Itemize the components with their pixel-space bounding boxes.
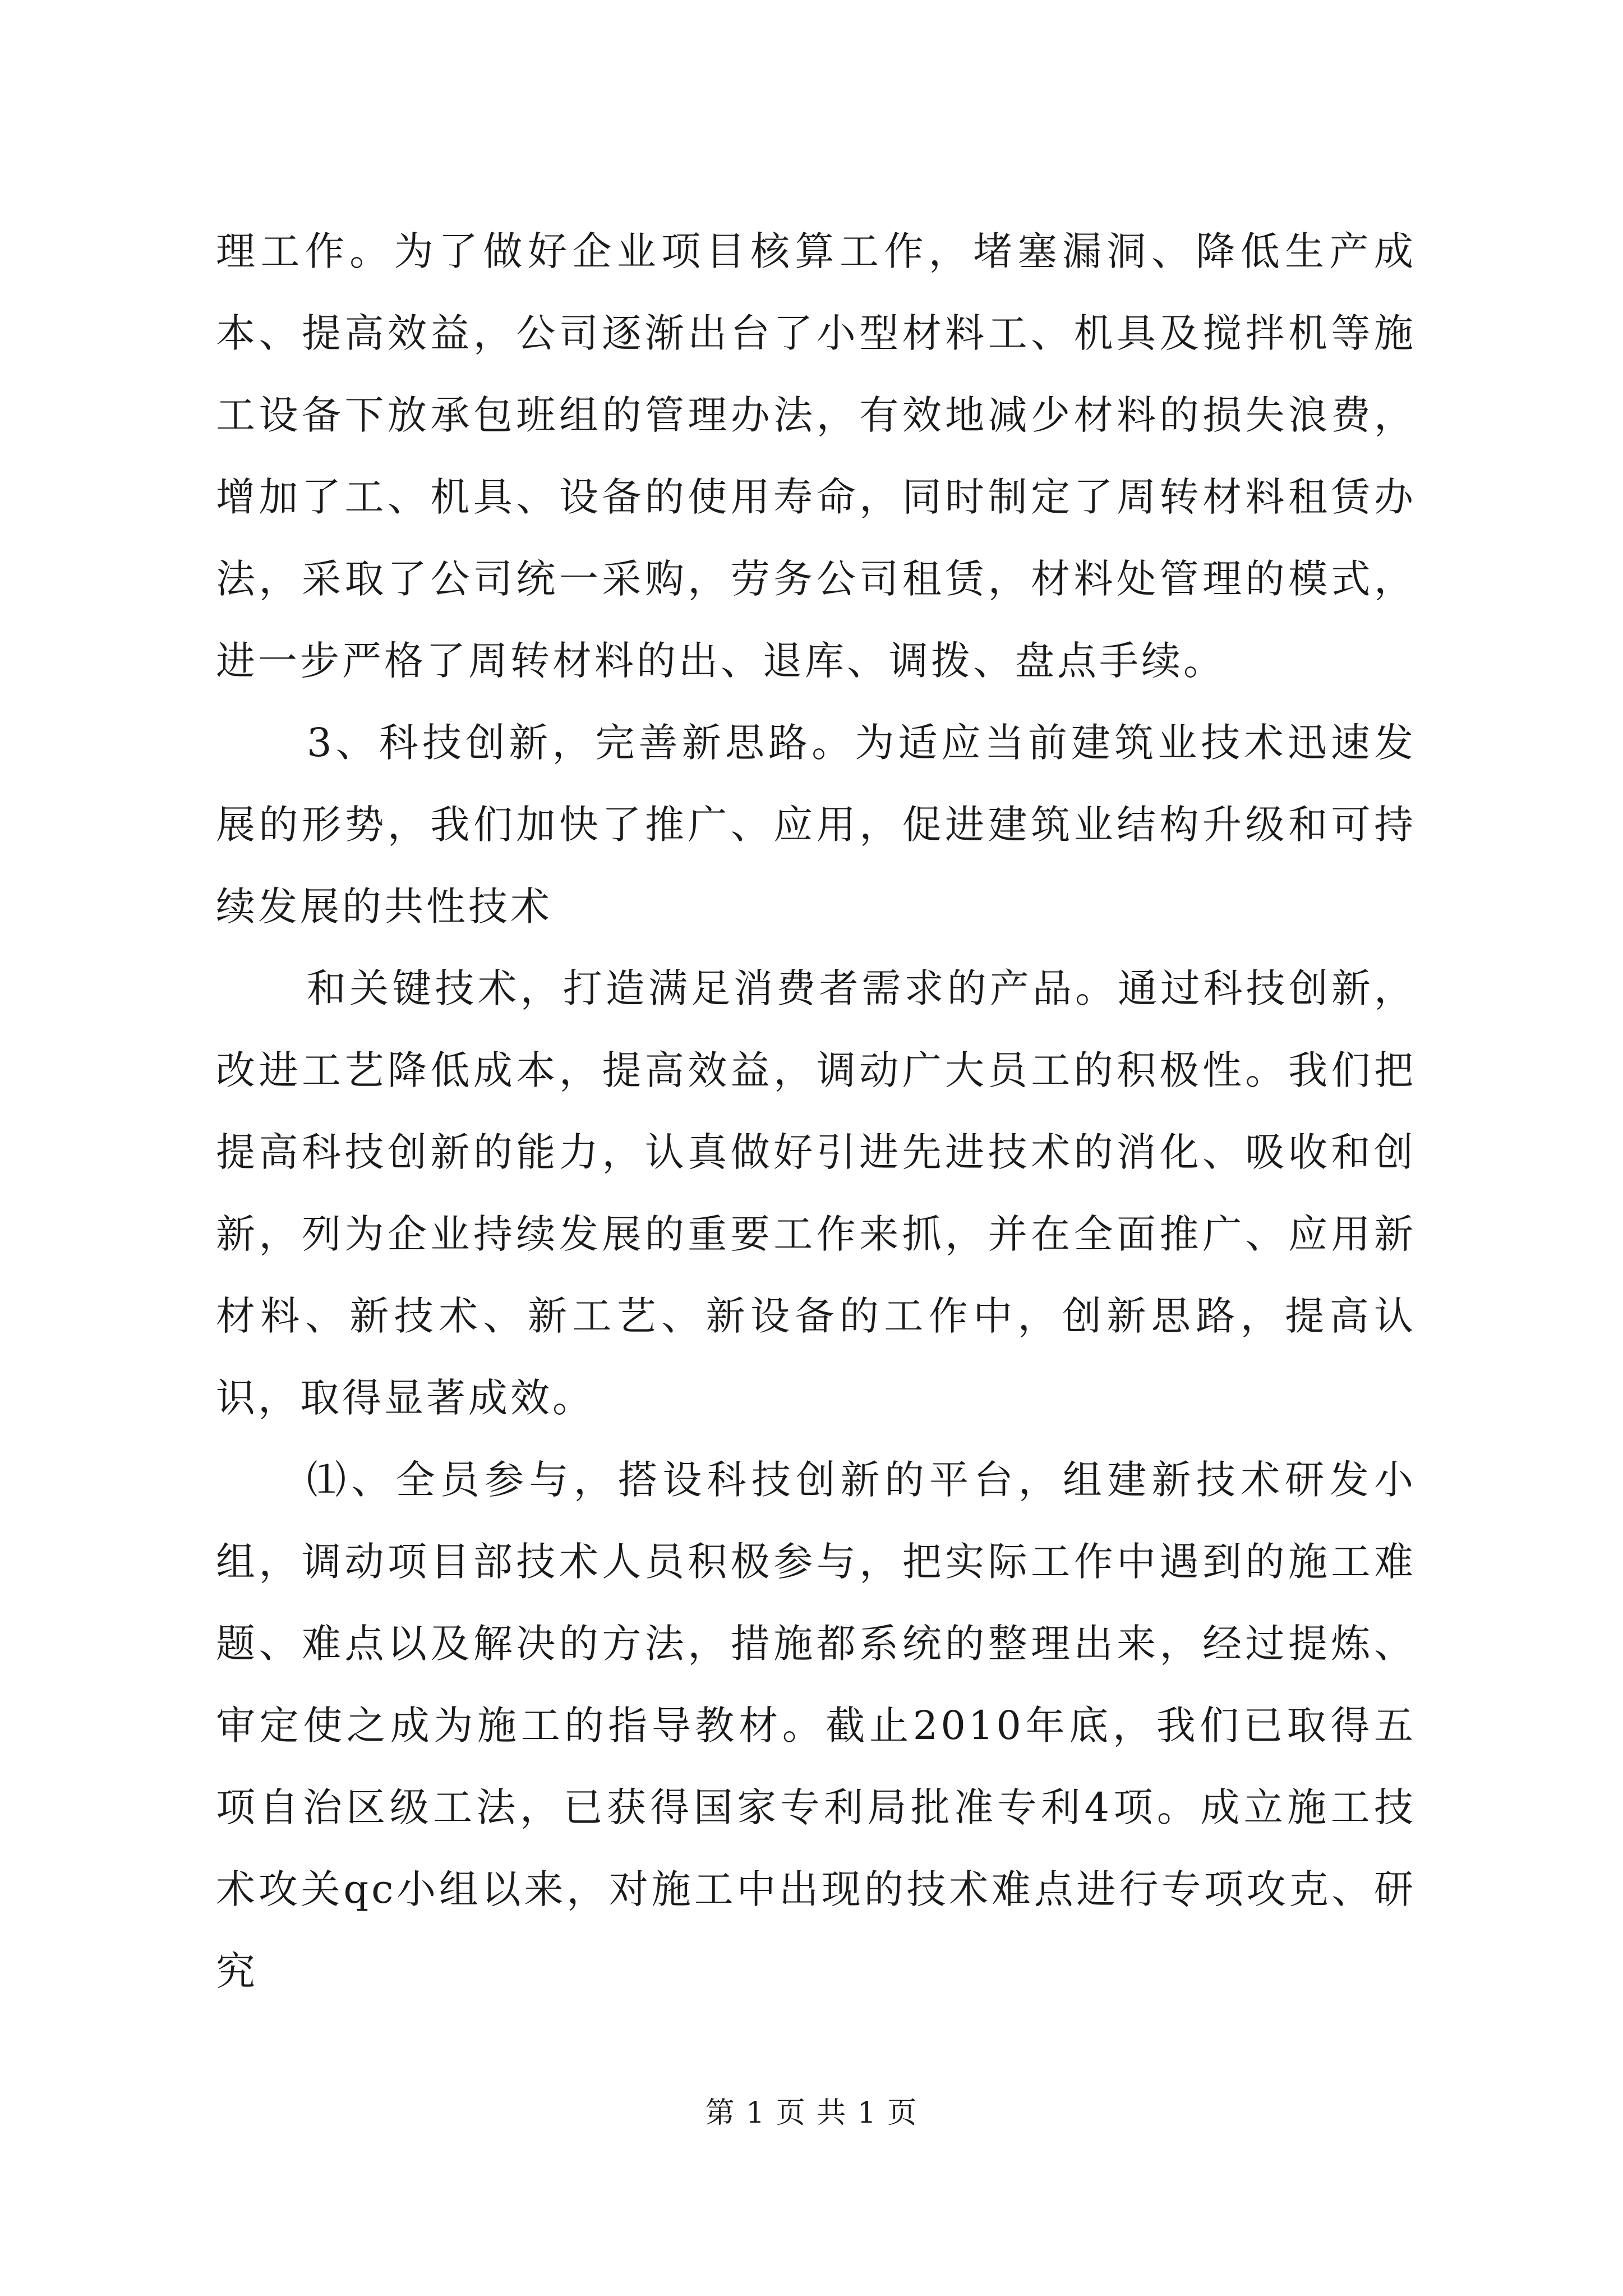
paragraph-3: 和关键技术，打造满足消费者需求的产品。通过科技创新，改进工艺降低成本，提高效益，调动广大员工的积极性。我们把提高科技创新的能力，认真做好引进先进技术的消化、吸收和创新，列为企业持续发展的重要工作来抓，并在全面推广、应用新材料、新技术、新工艺、新设备的工作中，创新思路，提高认识，取得显著成效。: [216, 965, 1416, 1421]
document-body: [216, 210, 1416, 2012]
paragraph-1: 理工作。为了做好企业项目核算工作，堵塞漏洞、降低生产成本、提高效益，公司逐渐出台了小型材料工、机具及搅拌机等施工设备下放承包班组的管理办法，有效地减少材料的损失浪费，增加了工、机具、设备的使用寿命，同时制定了周转材料租赁办法，采取了公司统一采购，劳务公司租赁，材料处管理的模式，进一步严格了周转材料的出、退库、调拨、盘点手续。: [216, 228, 1416, 684]
paragraph-2: 3、科技创新，完善新思路。为适应当前建筑业技术迅速发展的形势，我们加快了推广、应用，促进建筑业结构升级和可持续发展的共性技术: [216, 720, 1416, 930]
page-footer: 第 1 页 共 1 页: [705, 2096, 918, 2130]
paragraph-4: ⑴、全员参与，搭设科技创新的平台，组建新技术研发小组，调动项目部技术人员积极参与，把实际工作中遇到的施工难题、难点以及解决的方法，措施都系统的整理出来，经过提炼、审定使之成为施工的指导教材。截止2010年底，我们已取得五项自治区级工法，已获得国家专利局批准专利4项。成立施工技术攻关qc小组以来，对施工中出现的技术难点进行专项攻克、研究: [216, 1457, 1416, 1994]
